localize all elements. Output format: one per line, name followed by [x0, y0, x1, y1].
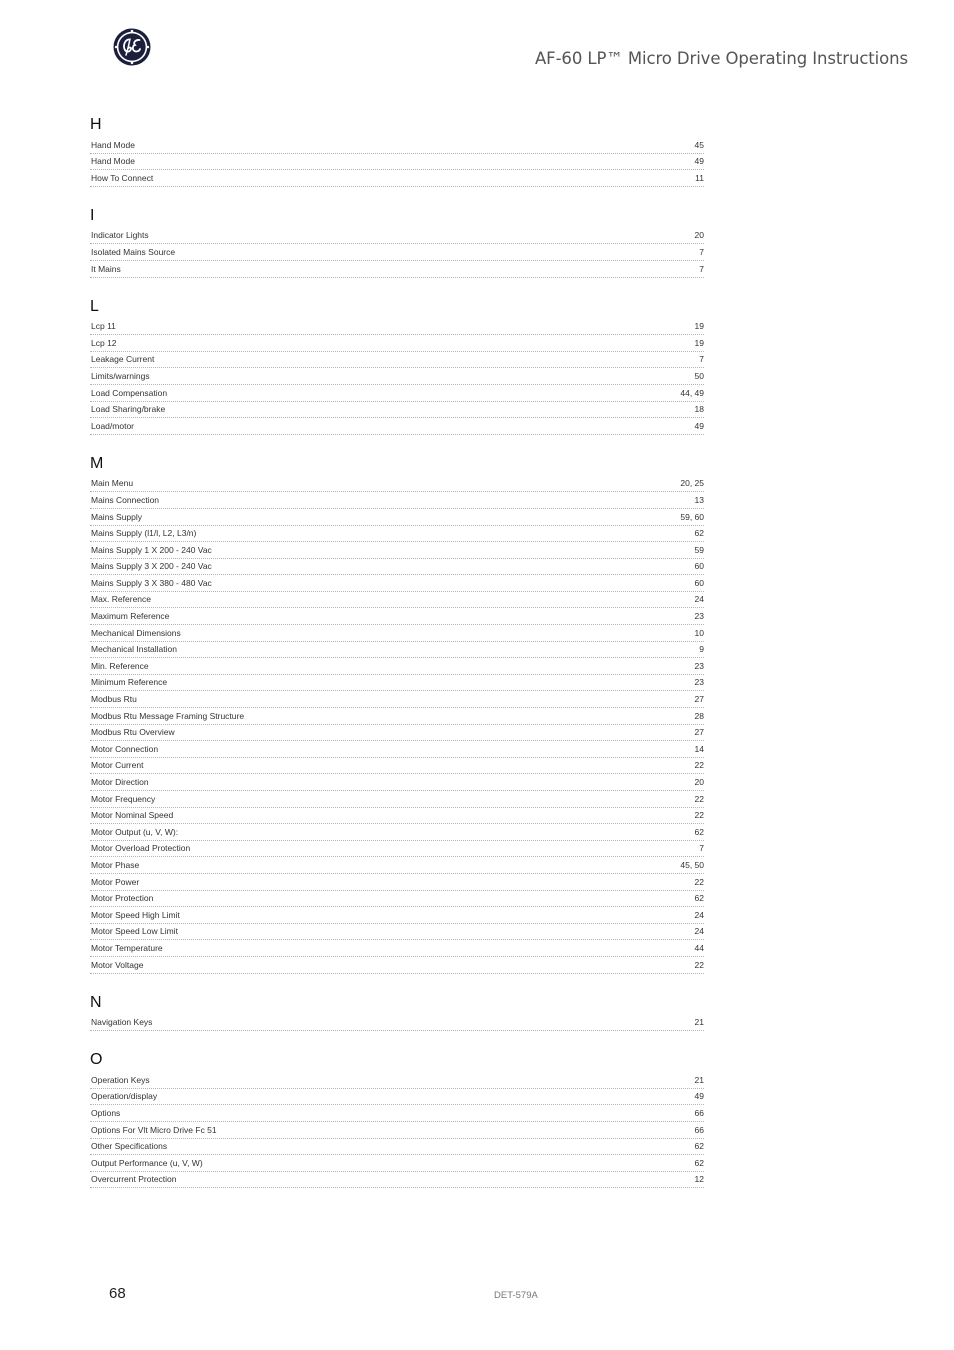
index-term: Mains Connection: [91, 494, 160, 505]
index-term: Operation/display: [91, 1091, 158, 1102]
index-entry[interactable]: [90, 559, 704, 576]
index-page-refs: 49: [694, 1091, 704, 1102]
index-page-refs: 59, 60: [680, 511, 704, 522]
index-page-refs: 7: [699, 246, 704, 257]
index-term: Overcurrent Protection: [91, 1174, 177, 1185]
index-term: Indicator Lights: [91, 230, 149, 241]
index-page-refs: 62: [694, 826, 704, 837]
index-entry[interactable]: [90, 957, 704, 974]
index-page-refs: 62: [694, 528, 704, 539]
index-entry[interactable]: [90, 741, 704, 758]
index-section-i: [90, 204, 704, 278]
index-term: Load/motor: [91, 420, 134, 431]
index-entry[interactable]: [90, 1089, 704, 1106]
index-page-refs: 24: [694, 594, 704, 605]
index-page-refs: 45, 50: [680, 859, 704, 870]
index-page-refs: 62: [694, 893, 704, 904]
index-entry[interactable]: [90, 261, 704, 278]
index-page-refs: 59: [694, 544, 704, 555]
section-letter: H: [90, 116, 102, 133]
index-term: Limits/warnings: [91, 370, 150, 381]
index-entry[interactable]: [90, 658, 704, 675]
index-page-refs: 7: [699, 843, 704, 854]
index-entry[interactable]: [90, 1155, 704, 1172]
index-term: Motor Current: [91, 760, 144, 771]
index-term: Lcp 12: [91, 337, 117, 348]
index-entry[interactable]: [90, 319, 704, 336]
index-entry[interactable]: [90, 418, 704, 435]
index-section-m: [90, 452, 704, 974]
ge-logo: [113, 28, 151, 66]
index-page-refs: 20: [694, 777, 704, 787]
index-term: It Mains: [91, 263, 121, 274]
index-page-refs: 20: [694, 230, 704, 241]
index-entry[interactable]: [90, 335, 704, 352]
index-term: Isolated Mains Source: [91, 246, 176, 257]
index-term: Lcp 11: [91, 321, 116, 332]
index-entry[interactable]: [90, 385, 704, 402]
index-term: Hand Mode: [91, 139, 135, 150]
index-page-refs: 21: [694, 1074, 704, 1085]
index-term: Load Sharing/brake: [91, 404, 166, 415]
index-entry[interactable]: [90, 244, 704, 261]
index-entry[interactable]: [90, 170, 704, 187]
index-term: Leakage Current: [91, 354, 155, 365]
index-entry[interactable]: [90, 608, 704, 625]
index-term: Min. Reference: [91, 660, 149, 671]
index-list: [90, 113, 704, 1205]
index-entry[interactable]: [90, 857, 704, 874]
index-term: Modbus Rtu Overview: [91, 727, 175, 738]
index-term: Maximum Reference: [91, 611, 170, 622]
index-entry[interactable]: [90, 824, 704, 841]
index-entry[interactable]: [90, 1015, 704, 1032]
document-title: AF-60 LP™ Micro Drive Operating Instructions: [535, 49, 908, 68]
index-term: Mechanical Installation: [91, 644, 177, 655]
index-section-n: [90, 991, 704, 1032]
index-entry[interactable]: [90, 526, 704, 543]
index-entry[interactable]: [90, 228, 704, 245]
index-entry[interactable]: [90, 675, 704, 692]
index-term: Motor Phase: [91, 859, 140, 870]
index-page-refs: 50: [694, 370, 704, 381]
index-term: Options: [91, 1107, 121, 1118]
index-entry[interactable]: [90, 940, 704, 957]
index-page-refs: 22: [694, 810, 704, 821]
index-term: Motor Protection: [91, 893, 154, 904]
index-entry[interactable]: [90, 154, 704, 171]
index-page-refs: 18: [694, 404, 704, 415]
index-page-refs: 66: [694, 1124, 704, 1135]
index-term: Motor Connection: [91, 743, 159, 754]
index-page-refs: 44: [694, 942, 704, 953]
index-entry[interactable]: [90, 492, 704, 509]
index-entry[interactable]: [90, 509, 704, 526]
index-page-refs: 62: [694, 1157, 704, 1168]
section-letter: M: [90, 454, 104, 472]
section-letter: I: [90, 206, 95, 224]
index-page-refs: 23: [694, 611, 704, 622]
index-page-refs: 27: [694, 694, 704, 705]
index-section-l: [90, 295, 704, 435]
index-entry[interactable]: [90, 725, 704, 742]
index-page-refs: 28: [694, 710, 704, 721]
index-entry[interactable]: [90, 1139, 704, 1156]
index-term: Motor Output (u, V, W):: [91, 826, 179, 837]
index-term: How To Connect: [91, 172, 154, 183]
index-page-refs: 22: [694, 876, 704, 887]
index-entry[interactable]: [90, 402, 704, 419]
index-term: Mains Supply 3 X 380 - 480 Vac: [91, 577, 212, 588]
section-letter: L: [90, 297, 99, 315]
index-term: Mains Supply 1 X 200 - 240 Vac: [91, 544, 212, 555]
index-term: Output Performance (u, V, W): [91, 1157, 203, 1168]
index-entry[interactable]: [90, 708, 704, 725]
index-term: Other Specifications: [91, 1141, 168, 1152]
index-page-refs: 22: [694, 793, 704, 804]
index-page-refs: 20, 25: [680, 478, 704, 489]
index-entry[interactable]: [90, 874, 704, 891]
index-page-refs: 62: [694, 1141, 704, 1152]
ge-monogram-icon: [113, 28, 151, 66]
index-entry[interactable]: [90, 575, 704, 592]
index-term: Load Compensation: [91, 387, 168, 398]
index-page-refs: 27: [694, 727, 704, 738]
index-entry[interactable]: [90, 891, 704, 908]
index-page-refs: 49: [694, 420, 704, 431]
index-entry[interactable]: [90, 1072, 704, 1089]
index-term: Modbus Rtu Message Framing Structure: [91, 710, 245, 721]
index-term: Motor Speed Low Limit: [91, 926, 178, 937]
index-term: Motor Frequency: [91, 793, 156, 804]
index-entry[interactable]: [90, 791, 704, 808]
index-page-refs: 60: [694, 577, 704, 588]
index-page-refs: 19: [694, 321, 704, 332]
index-term: Motor Speed High Limit: [91, 909, 180, 920]
index-term: Mains Supply (l1/l, L2, L3/n): [91, 528, 197, 539]
index-page-refs: 12: [694, 1174, 704, 1185]
index-page-refs: 13: [694, 494, 704, 505]
index-term: Modbus Rtu: [91, 694, 137, 705]
index-page-refs: 7: [699, 354, 704, 365]
index-page-refs: 9: [699, 644, 704, 655]
index-term: Motor Power: [91, 876, 140, 887]
index-section-o: [90, 1048, 704, 1188]
index-entry[interactable]: [90, 476, 704, 493]
index-page-refs: 14: [694, 743, 704, 754]
index-page-refs: 44, 49: [680, 387, 704, 398]
index-entry[interactable]: [90, 1122, 704, 1139]
index-term: Minimum Reference: [91, 677, 168, 688]
index-section-h: [90, 113, 704, 187]
index-page-refs: 10: [694, 627, 704, 638]
index-term: Motor Direction: [91, 777, 149, 787]
index-entry[interactable]: [90, 592, 704, 609]
index-entry[interactable]: [90, 625, 704, 642]
index-term: Hand Mode: [91, 156, 135, 167]
document-code: DET-579A: [494, 1290, 538, 1301]
index-term: Mechanical Dimensions: [91, 627, 181, 638]
index-term: Navigation Keys: [91, 1017, 153, 1028]
index-entry[interactable]: [90, 368, 704, 385]
index-term: Motor Temperature: [91, 942, 163, 953]
index-term: Options For Vlt Micro Drive Fc 51: [91, 1124, 217, 1135]
index-term: Main Menu: [91, 478, 134, 489]
index-entry[interactable]: [90, 1105, 704, 1122]
index-entry[interactable]: [90, 774, 704, 791]
index-page-refs: 45: [694, 139, 704, 150]
index-entry[interactable]: [90, 808, 704, 825]
index-entry[interactable]: [90, 691, 704, 708]
section-letter: N: [90, 993, 102, 1011]
index-page-refs: 66: [694, 1107, 704, 1118]
index-page-refs: 60: [694, 561, 704, 572]
index-entry[interactable]: [90, 1172, 704, 1189]
index-term: Mains Supply 3 X 200 - 240 Vac: [91, 561, 212, 572]
index-term: Motor Overload Protection: [91, 843, 191, 854]
index-term: Motor Voltage: [91, 959, 144, 970]
index-page-refs: 19: [694, 337, 704, 348]
page-number: 68: [109, 1285, 126, 1302]
index-entry[interactable]: [90, 924, 704, 941]
index-entry[interactable]: [90, 841, 704, 858]
section-letter: O: [90, 1051, 103, 1069]
index-entry[interactable]: [90, 542, 704, 559]
index-term: Mains Supply: [91, 511, 143, 522]
index-entry[interactable]: [90, 907, 704, 924]
index-page-refs: 7: [699, 263, 704, 274]
index-entry[interactable]: [90, 137, 704, 154]
index-page-refs: 23: [694, 677, 704, 688]
index-page-refs: 22: [694, 760, 704, 771]
index-entry[interactable]: [90, 352, 704, 369]
index-term: Max. Reference: [91, 594, 151, 605]
index-page-refs: 21: [694, 1017, 704, 1028]
index-term: Motor Nominal Speed: [91, 810, 174, 821]
index-entry[interactable]: [90, 642, 704, 659]
index-page-refs: 49: [694, 156, 704, 167]
index-page-refs: 23: [694, 660, 704, 671]
index-page-refs: 24: [694, 926, 704, 937]
index-page-refs: 11: [695, 172, 704, 183]
index-entry[interactable]: [90, 758, 704, 775]
index-page-refs: 24: [694, 909, 704, 920]
index-term: Operation Keys: [91, 1074, 150, 1085]
index-page-refs: 22: [694, 959, 704, 970]
